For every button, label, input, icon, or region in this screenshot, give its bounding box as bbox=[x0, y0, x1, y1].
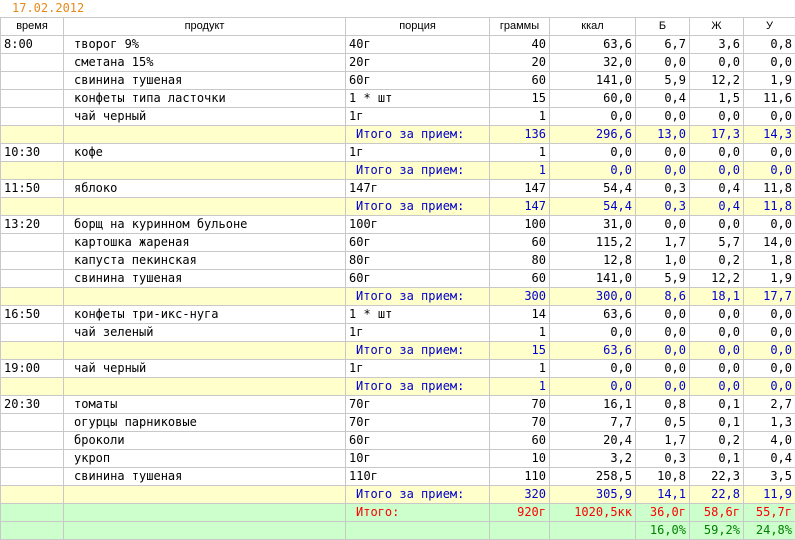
cell-portion[interactable]: 40г bbox=[346, 36, 490, 54]
meal-total-label[interactable]: Итого за прием: bbox=[346, 378, 490, 396]
table-row bbox=[1, 414, 795, 432]
cell-portion[interactable]: 60г bbox=[346, 270, 490, 288]
meal-grams[interactable]: 300 bbox=[490, 288, 550, 306]
cell-time[interactable]: 16:50 bbox=[1, 306, 64, 324]
meal-kcal[interactable]: 300,0 bbox=[550, 288, 636, 306]
cell-zh[interactable]: 0,1 bbox=[690, 396, 744, 414]
cell-kcal[interactable]: 0,0 bbox=[550, 360, 636, 378]
meal-time-cell[interactable] bbox=[1, 162, 64, 180]
meal-total-label[interactable]: Итого за прием: bbox=[346, 198, 490, 216]
meal-kcal[interactable]: 0,0 bbox=[550, 162, 636, 180]
cell-portion[interactable]: 70г bbox=[346, 396, 490, 414]
cell-grams[interactable]: 10 bbox=[490, 450, 550, 468]
meal-total-label[interactable]: Итого за прием: bbox=[346, 288, 490, 306]
cell-zh[interactable]: 0,2 bbox=[690, 252, 744, 270]
cell-grams[interactable]: 70 bbox=[490, 414, 550, 432]
total-u[interactable]: 55,7г bbox=[744, 504, 795, 522]
cell-grams[interactable]: 60 bbox=[490, 234, 550, 252]
table-row bbox=[1, 234, 795, 252]
percent-product-cell[interactable] bbox=[64, 522, 346, 540]
cell-u[interactable]: 1,8 bbox=[744, 252, 795, 270]
table-row bbox=[1, 396, 795, 414]
cell-kcal[interactable]: 7,7 bbox=[550, 414, 636, 432]
cell-product[interactable]: свинина тушеная bbox=[64, 72, 346, 90]
cell-kcal[interactable]: 54,4 bbox=[550, 180, 636, 198]
cell-grams[interactable]: 100 bbox=[490, 216, 550, 234]
cell-grams[interactable]: 1 bbox=[490, 324, 550, 342]
total-zh[interactable]: 58,6г bbox=[690, 504, 744, 522]
cell-product[interactable]: свинина тушеная bbox=[64, 468, 346, 486]
cell-time[interactable] bbox=[1, 252, 64, 270]
meal-product-cell[interactable] bbox=[64, 162, 346, 180]
cell-b[interactable]: 1,7 bbox=[636, 432, 690, 450]
table-row bbox=[1, 54, 795, 72]
cell-product[interactable]: свинина тушеная bbox=[64, 270, 346, 288]
cell-portion[interactable]: 1г bbox=[346, 108, 490, 126]
cell-b[interactable]: 1,7 bbox=[636, 234, 690, 252]
cell-product[interactable]: чай черный bbox=[64, 108, 346, 126]
total-grams[interactable]: 920г bbox=[490, 504, 550, 522]
cell-portion[interactable]: 60г bbox=[346, 234, 490, 252]
meal-u[interactable]: 14,3 bbox=[744, 126, 795, 144]
percent-b[interactable]: 16,0% bbox=[636, 522, 690, 540]
header-product[interactable]: продукт bbox=[64, 18, 346, 36]
meal-product-cell[interactable] bbox=[64, 126, 346, 144]
cell-zh[interactable]: 0,0 bbox=[690, 216, 744, 234]
meal-total-row bbox=[1, 342, 795, 360]
meal-total-row bbox=[1, 198, 795, 216]
table-row bbox=[1, 90, 795, 108]
cell-product[interactable]: кофе bbox=[64, 144, 346, 162]
cell-u[interactable]: 0,8 bbox=[744, 36, 795, 54]
table-row bbox=[1, 432, 795, 450]
meal-zh[interactable]: 0,0 bbox=[690, 162, 744, 180]
percent-portion-cell[interactable] bbox=[346, 522, 490, 540]
cell-b[interactable]: 1,0 bbox=[636, 252, 690, 270]
cell-time[interactable]: 8:00 bbox=[1, 36, 64, 54]
cell-time[interactable] bbox=[1, 468, 64, 486]
meal-zh[interactable]: 17,3 bbox=[690, 126, 744, 144]
percent-time-cell[interactable] bbox=[1, 522, 64, 540]
meal-time-cell[interactable] bbox=[1, 342, 64, 360]
meal-kcal[interactable]: 54,4 bbox=[550, 198, 636, 216]
table-row bbox=[1, 108, 795, 126]
cell-zh[interactable]: 12,2 bbox=[690, 72, 744, 90]
cell-u[interactable]: 1,3 bbox=[744, 414, 795, 432]
cell-zh[interactable]: 12,2 bbox=[690, 270, 744, 288]
cell-time[interactable] bbox=[1, 324, 64, 342]
cell-zh[interactable]: 0,0 bbox=[690, 108, 744, 126]
cell-product[interactable]: яблоко bbox=[64, 180, 346, 198]
cell-portion[interactable]: 10г bbox=[346, 450, 490, 468]
cell-u[interactable]: 0,0 bbox=[744, 144, 795, 162]
cell-kcal[interactable]: 16,1 bbox=[550, 396, 636, 414]
meal-zh[interactable]: 0,0 bbox=[690, 342, 744, 360]
cell-b[interactable]: 0,0 bbox=[636, 324, 690, 342]
cell-b[interactable]: 0,5 bbox=[636, 414, 690, 432]
table-row bbox=[1, 468, 795, 486]
cell-u[interactable]: 0,0 bbox=[744, 306, 795, 324]
cell-product[interactable]: творог 9% bbox=[64, 36, 346, 54]
header-portion[interactable]: порция bbox=[346, 18, 490, 36]
cell-grams[interactable]: 20 bbox=[490, 54, 550, 72]
cell-portion[interactable]: 1 * шт bbox=[346, 90, 490, 108]
cell-b[interactable]: 0,0 bbox=[636, 360, 690, 378]
cell-zh[interactable]: 0,0 bbox=[690, 144, 744, 162]
cell-u[interactable]: 0,0 bbox=[744, 108, 795, 126]
cell-zh[interactable]: 1,5 bbox=[690, 90, 744, 108]
table-row bbox=[1, 324, 795, 342]
cell-b[interactable]: 0,0 bbox=[636, 306, 690, 324]
meal-zh[interactable]: 0,0 bbox=[690, 378, 744, 396]
cell-product[interactable]: огурцы парниковые bbox=[64, 414, 346, 432]
cell-b[interactable]: 5,9 bbox=[636, 270, 690, 288]
cell-product[interactable]: томаты bbox=[64, 396, 346, 414]
cell-kcal[interactable]: 32,0 bbox=[550, 54, 636, 72]
cell-product[interactable]: укроп bbox=[64, 450, 346, 468]
meal-time-cell[interactable] bbox=[1, 288, 64, 306]
grand-total-row bbox=[1, 504, 795, 522]
cell-u[interactable]: 0,4 bbox=[744, 450, 795, 468]
percent-row bbox=[1, 522, 795, 540]
cell-u[interactable]: 2,7 bbox=[744, 396, 795, 414]
meal-time-cell[interactable] bbox=[1, 198, 64, 216]
cell-kcal[interactable]: 31,0 bbox=[550, 216, 636, 234]
header-row bbox=[1, 18, 795, 36]
cell-time[interactable] bbox=[1, 234, 64, 252]
cell-time[interactable] bbox=[1, 90, 64, 108]
cell-time[interactable] bbox=[1, 108, 64, 126]
cell-kcal[interactable]: 12,8 bbox=[550, 252, 636, 270]
cell-portion[interactable]: 1г bbox=[346, 144, 490, 162]
cell-u[interactable]: 4,0 bbox=[744, 432, 795, 450]
cell-time[interactable] bbox=[1, 270, 64, 288]
total-label[interactable]: Итого: bbox=[346, 504, 490, 522]
meal-b[interactable]: 13,0 bbox=[636, 126, 690, 144]
meal-total-row bbox=[1, 486, 795, 504]
cell-time[interactable] bbox=[1, 432, 64, 450]
cell-u[interactable]: 14,0 bbox=[744, 234, 795, 252]
cell-portion[interactable]: 70г bbox=[346, 414, 490, 432]
header-zh[interactable]: Ж bbox=[690, 18, 744, 36]
meal-grams[interactable]: 136 bbox=[490, 126, 550, 144]
cell-product[interactable]: чай зеленый bbox=[64, 324, 346, 342]
cell-zh[interactable]: 0,2 bbox=[690, 432, 744, 450]
meal-total-label[interactable]: Итого за прием: bbox=[346, 342, 490, 360]
meal-product-cell[interactable] bbox=[64, 378, 346, 396]
meal-zh[interactable]: 0,4 bbox=[690, 198, 744, 216]
cell-zh[interactable]: 0,1 bbox=[690, 450, 744, 468]
cell-grams[interactable]: 15 bbox=[490, 90, 550, 108]
cell-b[interactable]: 0,0 bbox=[636, 216, 690, 234]
header-kcal[interactable]: ккал bbox=[550, 18, 636, 36]
cell-kcal[interactable]: 20,4 bbox=[550, 432, 636, 450]
meal-b[interactable]: 14,1 bbox=[636, 486, 690, 504]
meal-u[interactable]: 11,9 bbox=[744, 486, 795, 504]
cell-zh[interactable]: 0,0 bbox=[690, 360, 744, 378]
cell-grams[interactable]: 1 bbox=[490, 108, 550, 126]
cell-portion[interactable]: 20г bbox=[346, 54, 490, 72]
cell-portion[interactable]: 80г bbox=[346, 252, 490, 270]
cell-kcal[interactable]: 0,0 bbox=[550, 324, 636, 342]
header-b[interactable]: Б bbox=[636, 18, 690, 36]
cell-time[interactable]: 11:50 bbox=[1, 180, 64, 198]
cell-zh[interactable]: 5,7 bbox=[690, 234, 744, 252]
cell-zh[interactable]: 0,4 bbox=[690, 180, 744, 198]
cell-product[interactable]: капуста пекинская bbox=[64, 252, 346, 270]
cell-product[interactable]: картошка жареная bbox=[64, 234, 346, 252]
cell-grams[interactable]: 147 bbox=[490, 180, 550, 198]
cell-time[interactable]: 13:20 bbox=[1, 216, 64, 234]
meal-total-row bbox=[1, 378, 795, 396]
cell-portion[interactable]: 1г bbox=[346, 324, 490, 342]
meal-time-cell[interactable] bbox=[1, 126, 64, 144]
cell-kcal[interactable]: 63,6 bbox=[550, 306, 636, 324]
meal-time-cell[interactable] bbox=[1, 486, 64, 504]
cell-grams[interactable]: 1 bbox=[490, 360, 550, 378]
table-row bbox=[1, 252, 795, 270]
cell-kcal[interactable]: 3,2 bbox=[550, 450, 636, 468]
cell-u[interactable]: 0,0 bbox=[744, 216, 795, 234]
cell-u[interactable]: 3,5 bbox=[744, 468, 795, 486]
meal-b[interactable]: 0,0 bbox=[636, 162, 690, 180]
table-row bbox=[1, 36, 795, 54]
cell-kcal[interactable]: 115,2 bbox=[550, 234, 636, 252]
meal-b[interactable]: 8,6 bbox=[636, 288, 690, 306]
meal-grams[interactable]: 320 bbox=[490, 486, 550, 504]
cell-portion[interactable]: 100г bbox=[346, 216, 490, 234]
header-time[interactable]: время bbox=[1, 18, 64, 36]
meal-total-label[interactable]: Итого за прием: bbox=[346, 126, 490, 144]
meal-u[interactable]: 0,0 bbox=[744, 162, 795, 180]
cell-b[interactable]: 0,4 bbox=[636, 90, 690, 108]
cell-grams[interactable]: 60 bbox=[490, 432, 550, 450]
cell-grams[interactable]: 40 bbox=[490, 36, 550, 54]
meal-grams[interactable]: 1 bbox=[490, 378, 550, 396]
cell-product[interactable]: чай черный bbox=[64, 360, 346, 378]
table-row bbox=[1, 450, 795, 468]
percent-grams-cell[interactable] bbox=[490, 522, 550, 540]
cell-time[interactable] bbox=[1, 414, 64, 432]
meal-product-cell[interactable] bbox=[64, 342, 346, 360]
table-row bbox=[1, 144, 795, 162]
meal-b[interactable]: 0,0 bbox=[636, 378, 690, 396]
cell-b[interactable]: 5,9 bbox=[636, 72, 690, 90]
table-row bbox=[1, 72, 795, 90]
meal-time-cell[interactable] bbox=[1, 378, 64, 396]
diet-table bbox=[0, 17, 795, 540]
cell-grams[interactable]: 70 bbox=[490, 396, 550, 414]
cell-grams[interactable]: 60 bbox=[490, 72, 550, 90]
cell-zh[interactable]: 0,0 bbox=[690, 306, 744, 324]
cell-u[interactable]: 0,0 bbox=[744, 360, 795, 378]
total-kcal[interactable]: 1020,5кк bbox=[550, 504, 636, 522]
table-row bbox=[1, 360, 795, 378]
cell-zh[interactable]: 3,6 bbox=[690, 36, 744, 54]
cell-b[interactable]: 0,0 bbox=[636, 144, 690, 162]
meal-u[interactable]: 17,7 bbox=[744, 288, 795, 306]
table-row bbox=[1, 180, 795, 198]
cell-kcal[interactable]: 63,6 bbox=[550, 36, 636, 54]
meal-b[interactable]: 0,3 bbox=[636, 198, 690, 216]
meal-total-row bbox=[1, 288, 795, 306]
cell-product[interactable]: броколи bbox=[64, 432, 346, 450]
total-product-cell[interactable] bbox=[64, 504, 346, 522]
cell-b[interactable]: 0,3 bbox=[636, 450, 690, 468]
meal-kcal[interactable]: 63,6 bbox=[550, 342, 636, 360]
cell-grams[interactable]: 110 bbox=[490, 468, 550, 486]
cell-product[interactable]: сметана 15% bbox=[64, 54, 346, 72]
cell-kcal[interactable]: 60,0 bbox=[550, 90, 636, 108]
meal-product-cell[interactable] bbox=[64, 198, 346, 216]
meal-b[interactable]: 0,0 bbox=[636, 342, 690, 360]
meal-total-label[interactable]: Итого за прием: bbox=[346, 486, 490, 504]
meal-kcal[interactable]: 0,0 bbox=[550, 378, 636, 396]
cell-product[interactable]: борщ на куринном бульоне bbox=[64, 216, 346, 234]
meal-grams[interactable]: 15 bbox=[490, 342, 550, 360]
cell-time[interactable] bbox=[1, 54, 64, 72]
cell-kcal[interactable]: 141,0 bbox=[550, 270, 636, 288]
cell-zh[interactable]: 22,3 bbox=[690, 468, 744, 486]
cell-product[interactable]: конфеты три-икс-нуга bbox=[64, 306, 346, 324]
cell-u[interactable]: 1,9 bbox=[744, 270, 795, 288]
cell-u[interactable]: 0,0 bbox=[744, 324, 795, 342]
percent-u[interactable]: 24,8% bbox=[744, 522, 795, 540]
cell-product[interactable]: конфеты типа ласточки bbox=[64, 90, 346, 108]
cell-grams[interactable]: 80 bbox=[490, 252, 550, 270]
cell-portion[interactable]: 1 * шт bbox=[346, 306, 490, 324]
cell-u[interactable]: 11,6 bbox=[744, 90, 795, 108]
meal-total-row bbox=[1, 162, 795, 180]
meal-kcal[interactable]: 305,9 bbox=[550, 486, 636, 504]
cell-b[interactable]: 0,8 bbox=[636, 396, 690, 414]
cell-zh[interactable]: 0,0 bbox=[690, 54, 744, 72]
cell-kcal[interactable]: 0,0 bbox=[550, 144, 636, 162]
table-row bbox=[1, 270, 795, 288]
cell-zh[interactable]: 0,1 bbox=[690, 414, 744, 432]
cell-kcal[interactable]: 258,5 bbox=[550, 468, 636, 486]
cell-grams[interactable]: 14 bbox=[490, 306, 550, 324]
cell-time[interactable]: 19:00 bbox=[1, 360, 64, 378]
meal-total-label[interactable]: Итого за прием: bbox=[346, 162, 490, 180]
cell-zh[interactable]: 0,0 bbox=[690, 324, 744, 342]
cell-portion[interactable]: 1г bbox=[346, 360, 490, 378]
cell-u[interactable]: 11,8 bbox=[744, 180, 795, 198]
meal-zh[interactable]: 18,1 bbox=[690, 288, 744, 306]
meal-total-row bbox=[1, 126, 795, 144]
meal-grams[interactable]: 1 bbox=[490, 162, 550, 180]
table-row bbox=[1, 306, 795, 324]
cell-portion[interactable]: 60г bbox=[346, 72, 490, 90]
cell-b[interactable]: 0,0 bbox=[636, 108, 690, 126]
cell-grams[interactable]: 60 bbox=[490, 270, 550, 288]
meal-product-cell[interactable] bbox=[64, 486, 346, 504]
cell-grams[interactable]: 1 bbox=[490, 144, 550, 162]
cell-kcal[interactable]: 141,0 bbox=[550, 72, 636, 90]
meal-u[interactable]: 0,0 bbox=[744, 342, 795, 360]
cell-b[interactable]: 0,3 bbox=[636, 180, 690, 198]
percent-zh[interactable]: 59,2% bbox=[690, 522, 744, 540]
cell-u[interactable]: 0,0 bbox=[744, 54, 795, 72]
meal-u[interactable]: 0,0 bbox=[744, 378, 795, 396]
meal-u[interactable]: 11,8 bbox=[744, 198, 795, 216]
date-label: 17.02.2012 bbox=[0, 0, 795, 17]
meal-zh[interactable]: 22,8 bbox=[690, 486, 744, 504]
cell-portion[interactable]: 110г bbox=[346, 468, 490, 486]
cell-kcal[interactable]: 0,0 bbox=[550, 108, 636, 126]
cell-b[interactable]: 10,8 bbox=[636, 468, 690, 486]
cell-portion[interactable]: 147г bbox=[346, 180, 490, 198]
total-b[interactable]: 36,0г bbox=[636, 504, 690, 522]
table-row bbox=[1, 216, 795, 234]
meal-grams[interactable]: 147 bbox=[490, 198, 550, 216]
cell-portion[interactable]: 60г bbox=[346, 432, 490, 450]
cell-b[interactable]: 6,7 bbox=[636, 36, 690, 54]
cell-b[interactable]: 0,0 bbox=[636, 54, 690, 72]
meal-product-cell[interactable] bbox=[64, 288, 346, 306]
header-grams[interactable]: граммы bbox=[490, 18, 550, 36]
cell-time[interactable]: 10:30 bbox=[1, 144, 64, 162]
header-u[interactable]: У bbox=[744, 18, 795, 36]
cell-u[interactable]: 1,9 bbox=[744, 72, 795, 90]
cell-time[interactable] bbox=[1, 450, 64, 468]
cell-time[interactable] bbox=[1, 72, 64, 90]
meal-kcal[interactable]: 296,6 bbox=[550, 126, 636, 144]
total-time-cell[interactable] bbox=[1, 504, 64, 522]
cell-time[interactable]: 20:30 bbox=[1, 396, 64, 414]
percent-kcal-cell[interactable] bbox=[550, 522, 636, 540]
